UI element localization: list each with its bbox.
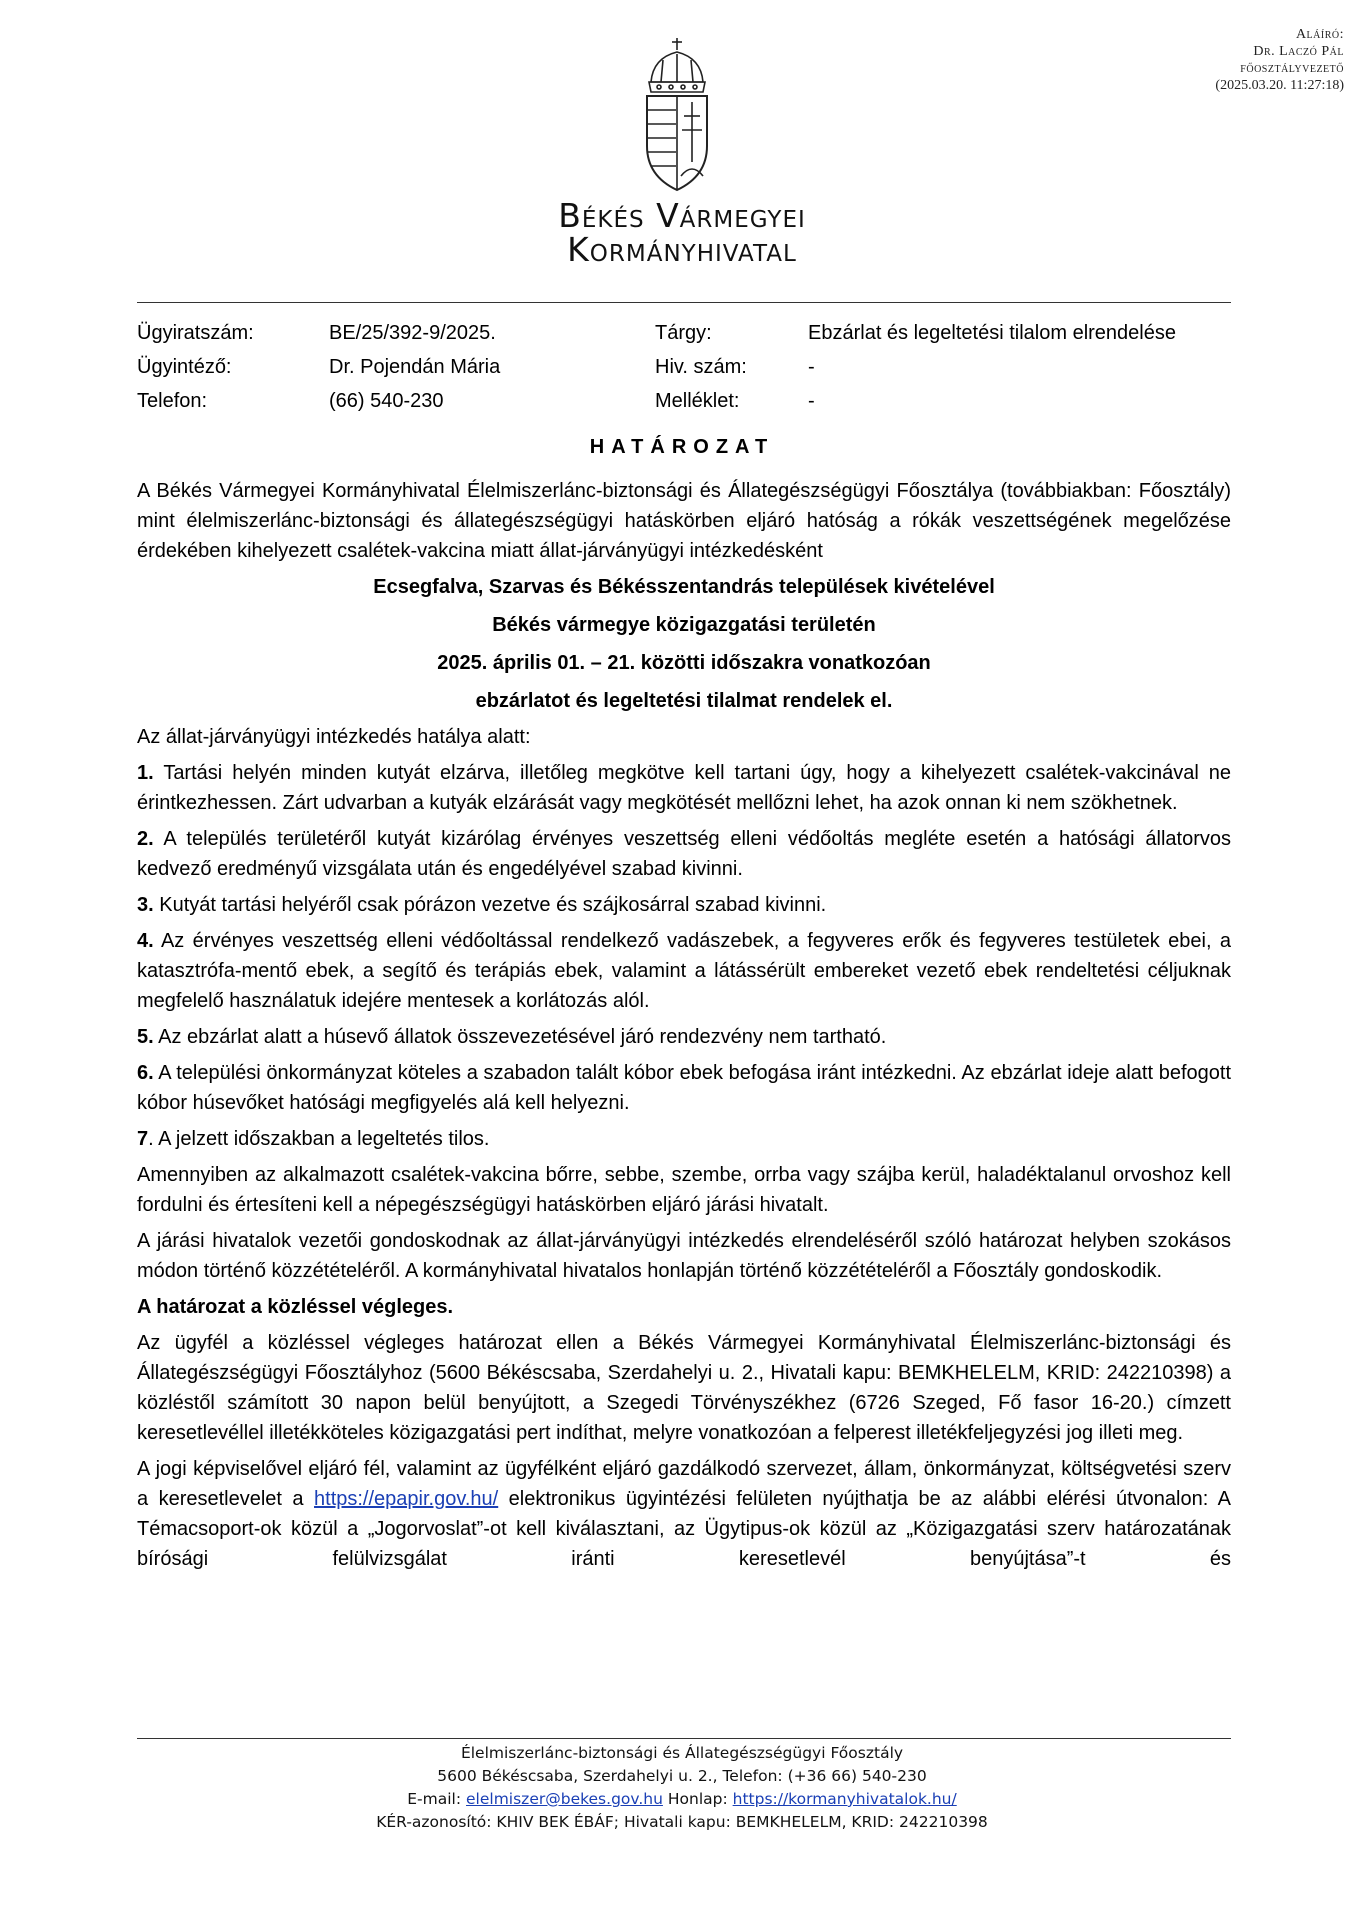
melleklet-label: Melléklet: [655, 390, 740, 412]
targy-value: Ebzárlat és legeltetési tilalom elrendelése [808, 322, 1176, 344]
meta-labels-right [655, 316, 747, 418]
measure-number: 6. [137, 1062, 154, 1084]
measure-item-1 [137, 758, 1231, 818]
appeal-paragraph: Az ügyfél a közléssel végleges határozat ellen a Békés Vármegyei Kormányhivatal Élelmiszerlánc-biztonsági és Állategészségügyi Főosztályhoz (5600 Békéscsaba, Szerdahelyi u. 2., Hivatali kapu: BEMKHELELM, KRID: 242210398) a közléstől számított 30 napon belül benyújtott, a Szegedi Törvényszékhez (6726 Szeged, Fő fasor 16-20.) címzett keresetlevéllel illetékköteles közigazgatási pert indíthat, melyre vonatkozóan a felperest illetékfeljegyzési jog illeti meg. [137, 1332, 1231, 1444]
meta-values-left [329, 316, 500, 418]
epapir-paragraph [137, 1454, 1231, 1574]
hivszam-value: - [808, 356, 815, 378]
decision-line-1: Ecsegfalva, Szarvas és Békésszentandrás települések kivételével [373, 576, 995, 598]
measure-text: A települési önkormányzat köteles a szabadon talált kóbor ebek befogása iránt intézkedni. Az ebzárlat ideje alatt befogott kóbor húsevőket hatósági megfigyelés alá kell helyezni. [137, 1062, 1232, 1114]
measures-intro: Az állat-járványügyi intézkedés hatálya alatt: [137, 726, 531, 748]
measure-text: Tartási helyén minden kutyát elzárva, illetőleg megkötve kell tartani úgy, hogy a kihelyezett csalétek-vakcinával ne érintkezhessen. Zárt udvarban a kutyák elzárását vagy megkötését mellőzni lehet, ha azok onnan ki nem szökhetnek. [137, 762, 1231, 814]
footer-address: 5600 Békéscsaba, Szerdahelyi u. 2., Telefon: (+36 66) 540-230 [437, 1767, 927, 1785]
hivszam-label: Hiv. szám: [655, 356, 747, 378]
melleklet-value: - [808, 390, 815, 412]
telefon-label: Telefon: [137, 390, 208, 412]
measure-text: Az érvényes veszettség elleni védőoltással rendelkező vadászebek, a fegyveres erők és fegyveres testületek ebei, a katasztrófa-mentő ebek, a segítő és terápiás ebek, valamint a látássérült embereket vezető ebek rendeltetési céljuknak megfelelő használatuk idejére mentesek a korlátozás alól. [137, 930, 1232, 1012]
signature-name: Dr. Laczó Pál [1253, 44, 1344, 59]
measure-text: . A jelzett időszakban a legeltetés tilos. [148, 1128, 490, 1150]
signature-role: főosztályvezető [1240, 61, 1344, 76]
measure-item-7 [137, 1124, 1231, 1154]
office-name-line1: Békés Vármegyei [558, 196, 806, 235]
signature-timestamp: (2025.03.20. 11:27:18) [1215, 78, 1344, 93]
coat-of-arms-icon [641, 36, 713, 194]
measure-text: Az ebzárlat alatt a húsevő állatok összevezetésével járó rendezvény nem tartható. [158, 1026, 887, 1048]
document-title: HATÁROZAT [589, 436, 775, 458]
telefon-value: (66) 540-230 [329, 390, 444, 412]
document-body [137, 476, 1231, 1580]
measure-number: 3. [137, 894, 154, 916]
measure-text: Kutyát tartási helyéről csak pórázon vezetve és szájkosárral szabad kivinni. [159, 894, 827, 916]
decision-line-2: Békés vármegye közigazgatási területén [492, 614, 876, 636]
ugyiratszam-value: BE/25/392-9/2025. [329, 322, 496, 344]
header-divider [137, 302, 1231, 303]
measure-item-5 [137, 1022, 1231, 1052]
footer-department: Élelmiszerlánc-biztonsági és Állategészségügyi Főosztály [460, 1744, 904, 1762]
measure-item-3 [137, 890, 1231, 920]
footer-email-link[interactable]: elelmiszer@bekes.gov.hu [466, 1790, 663, 1808]
decision-line-4: ebzárlatot és legeltetési tilalmat rendelek el. [475, 690, 893, 712]
footer-contact [0, 1788, 1364, 1811]
epapir-text-before: A jogi képviselővel eljáró fél, valamint az ügyfélként eljáró gazdálkodó szervezet, állam, önkormányzat, költségvetési szerv a keresetlevelet a [137, 1458, 1231, 1510]
signature-block [1084, 26, 1344, 94]
footer-email-label: E-mail: [407, 1790, 467, 1808]
measure-item-4 [137, 926, 1231, 1016]
measure-number: 5. [137, 1026, 154, 1048]
footer [0, 1742, 1364, 1834]
footer-divider [137, 1738, 1231, 1739]
epapir-text-after: elektronikus ügyintézési felületen nyújthatja be az alábbi elérési útvonalon: A Témacsoport-ok közül a „Jogorvoslat”-ot kell kiválasztani, az Ügytipus-ok közül az „Közigazgatási szerv határozatának bírósági felülvizsgálat iránti keresetlevél benyújtása”-t és [137, 1488, 1231, 1570]
footer-identifiers: KÉR-azonosító: KHIV BEK ÉBÁF; Hivatali kapu: BEMKHELELM, KRID: 242210398 [376, 1813, 988, 1831]
measure-number: 4. [137, 930, 154, 952]
signature-label: Aláíró: [1295, 27, 1344, 42]
final-statement: A határozat a közléssel végleges. [137, 1296, 454, 1318]
ugyintezo-label: Ügyintéző: [137, 356, 232, 378]
epapir-link[interactable]: https://epapir.gov.hu/ [314, 1488, 499, 1510]
measure-number: 1. [137, 762, 154, 784]
intro-paragraph: A Békés Vármegyei Kormányhivatal Élelmiszerlánc-biztonsági és Állategészségügyi Főosztálya (továbbiakban: Főosztály) mint élelmiszerlánc-biztonsági és állategészségügyi hatáskörben eljáró hatóság a rókák veszettségének megelőzése érdekében kihelyezett csalétek-vakcina miatt állat-járványügyi intézkedésként [137, 480, 1231, 562]
meta-values-right [808, 316, 1176, 418]
measure-item-2 [137, 824, 1231, 884]
footer-homepage-link[interactable]: https://kormanyhivatalok.hu/ [732, 1790, 957, 1808]
footer-homepage-label: Honlap: [662, 1790, 733, 1808]
meta-labels-left [137, 316, 254, 418]
measure-number: 7 [137, 1128, 149, 1150]
ugyiratszam-label: Ügyiratszám: [137, 322, 254, 344]
measure-text: A település területéről kutyát kizárólag érvényes veszettség elleni védőoltás megléte esetén a hatósági állatorvos kedvező eredményű vizsgálata után és engedélyével szabad kivinni. [137, 828, 1231, 880]
targy-label: Tárgy: [655, 322, 712, 344]
decision-line-3: 2025. április 01. – 21. közötti időszakra vonatkozóan [437, 652, 931, 674]
measure-item-6 [137, 1058, 1231, 1118]
ugyintezo-value: Dr. Pojendán Mária [329, 356, 501, 378]
office-name-line2: Kormányhivatal [567, 230, 797, 269]
publish-paragraph: A járási hivatalok vezetői gondoskodnak az állat-járványügyi intézkedés elrendeléséről szóló határozat helyben szokásos módon történő közzétételéről. A kormányhivatal hivatalos honlapján történő közzétételéről a Főosztály gondoskodik. [137, 1230, 1231, 1282]
measure-number: 2. [137, 828, 154, 850]
vaccine-paragraph: Amennyiben az alkalmazott csalétek-vakcina bőrre, sebbe, szembe, orrba vagy szájba kerül, haladéktalanul orvoshoz kell fordulni és értesíteni kell a népegészségügyi hatáskörben eljáró járási hivatalt. [137, 1164, 1231, 1216]
